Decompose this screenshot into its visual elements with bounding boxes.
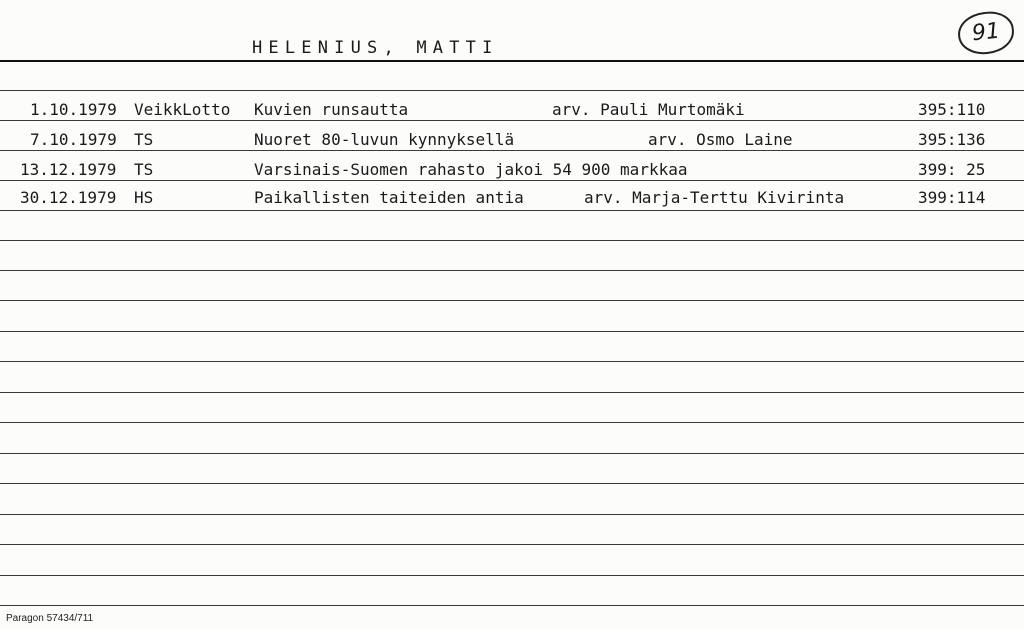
ruled-line (0, 300, 1024, 301)
entry-title: Nuoret 80-luvun kynnyksellä (254, 130, 515, 149)
entry-title: Kuvien runsautta (254, 100, 409, 119)
ruled-line (0, 240, 1024, 241)
ruled-line (0, 453, 1024, 454)
entry-source: VeikkLotto (134, 100, 231, 119)
ruled-line (0, 575, 1024, 576)
printer-imprint: Paragon 57434/711 (6, 613, 94, 624)
ruled-line (0, 331, 1024, 332)
card-heading-name: HELENIUS, MATTI (252, 38, 499, 58)
entry-reviewer: arv. Pauli Murtomäki (552, 100, 745, 119)
header-divider (0, 60, 1024, 62)
entry-title: Paikallisten taiteiden antia (254, 188, 524, 207)
ruled-line (0, 544, 1024, 545)
entry-reference: 395:136 (918, 130, 986, 149)
entry-date: 30.12.1979 (20, 188, 117, 207)
ruled-line (0, 483, 1024, 484)
ruled-line (0, 605, 1024, 606)
entry-source: HS (134, 188, 154, 207)
entry-date: 7.10.1979 (30, 130, 117, 149)
ruled-line (0, 422, 1024, 423)
entry-reference: 399: 25 (918, 160, 986, 179)
ruled-line (0, 392, 1024, 393)
ruled-line (0, 90, 1024, 91)
entry-reference: 395:110 (918, 100, 986, 119)
ruled-line (0, 270, 1024, 271)
entry-reviewer: arv. Osmo Laine (648, 130, 793, 149)
entry-source: TS (134, 160, 154, 179)
entry-date: 13.12.1979 (20, 160, 117, 179)
ruled-line (0, 120, 1024, 121)
entry-date: 1.10.1979 (30, 100, 117, 119)
ruled-line (0, 210, 1024, 211)
entry-source: TS (134, 130, 154, 149)
ruled-line (0, 361, 1024, 362)
handwritten-page-number: 91 (956, 9, 1016, 57)
ruled-line (0, 150, 1024, 151)
ruled-line (0, 514, 1024, 515)
ruled-line (0, 180, 1024, 181)
entry-title: Varsinais-Suomen rahasto jakoi 54 900 markkaa (254, 160, 688, 179)
entry-reviewer: arv. Marja-Terttu Kivirinta (584, 188, 845, 207)
entry-reference: 399:114 (918, 188, 986, 207)
